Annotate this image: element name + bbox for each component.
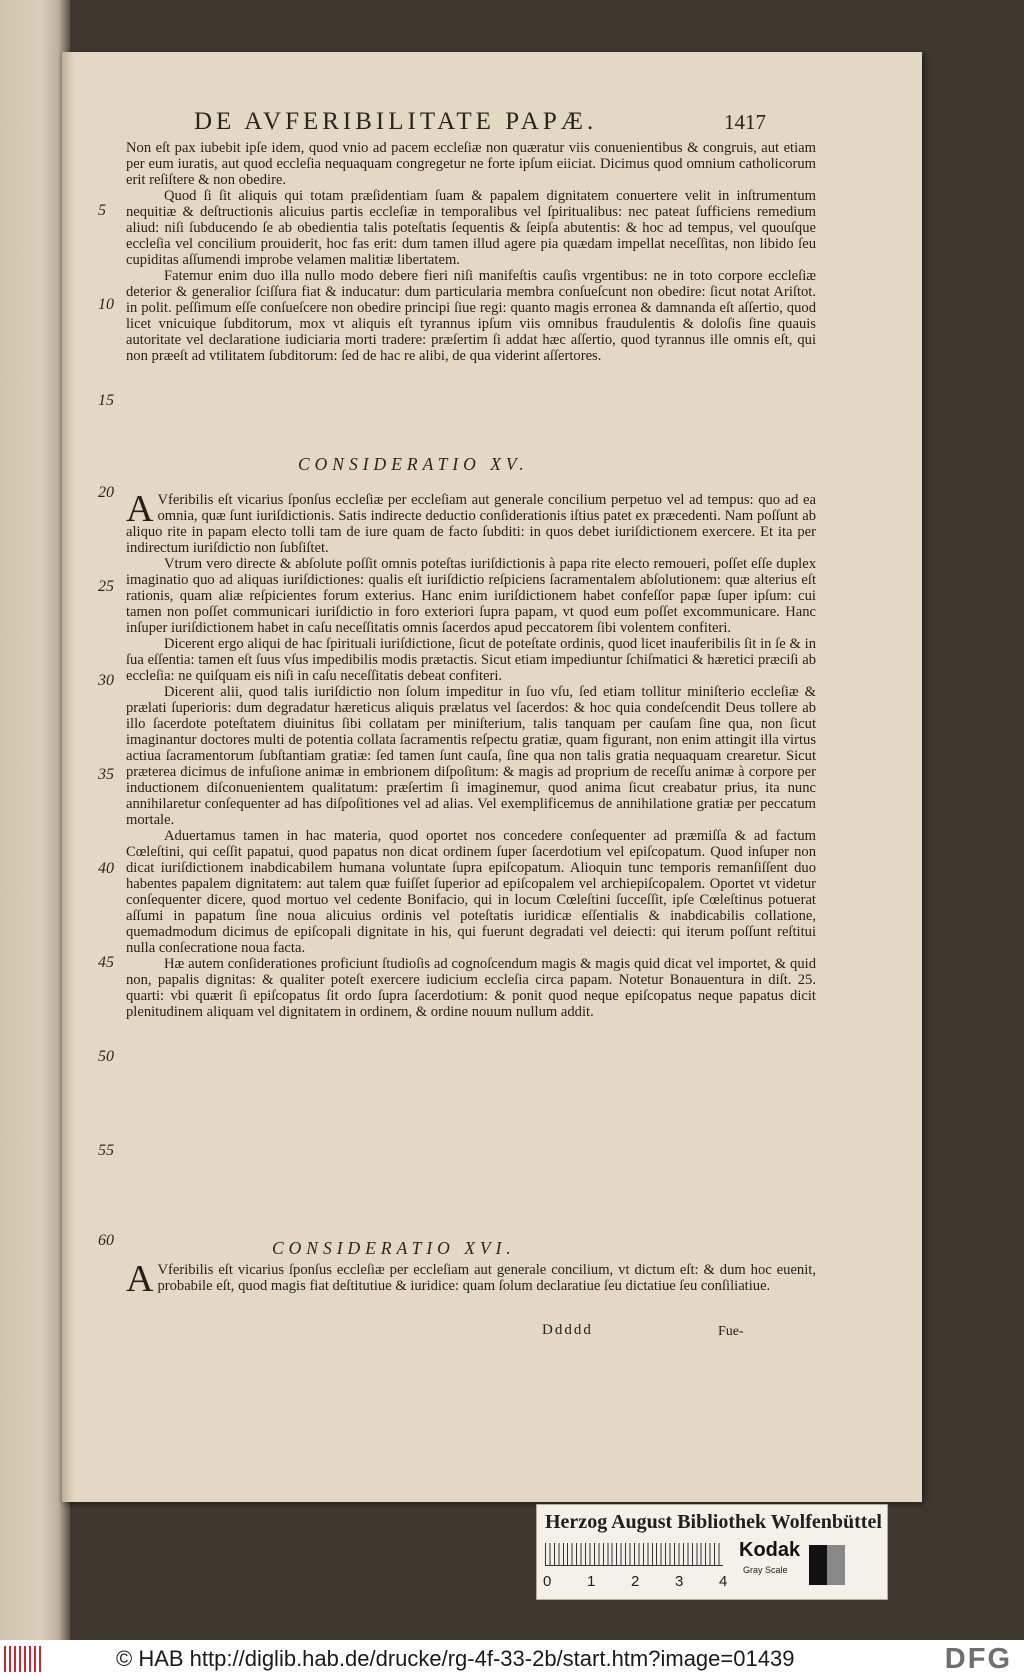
paragraph: Dicerent ergo aliqui de hac ſpirituali iuriſdictione, ſicut de poteſtate ordinis, quod licet inauferibilis ſit in ſe & in ſua eſſentia: tamen eſt ſuus vſus impedibilis modis prætactis. Sicut etiam impediuntur ſchiſmatici & hæretici præciſi ab eccleſia: ne quiſquam eis niſi in caſu neceſſitatis debeat confiteri. (126, 636, 816, 684)
footer-bar (0, 1640, 1024, 1677)
gray-swatch (809, 1545, 845, 1585)
line-number: 10 (98, 296, 114, 313)
line-number: 55 (98, 1142, 114, 1159)
line-number: 40 (98, 860, 114, 877)
paragraph-text: Vferibilis eſt vicarius ſponſus eccleſiæ per eccleſiam aut generale concilium perpetuo vel ad tempus: quo ad ea omnia, quæ ſunt iuriſdictionis. Satis indirecte deductio conſiderationis iſtius patet ex præcedenti. Nam poſſunt ab aliquo rite in papam electo tolli tam de iure quam de facto ſubditi: in quos debet iuriſdictionem exercere. Et ita per indirectum iuriſdictio non ſubſiſtet. (126, 492, 816, 556)
dfg-logo: DFG (944, 1643, 1012, 1675)
line-number: 50 (98, 1048, 114, 1065)
ruler-number: 0 (543, 1573, 552, 1590)
section-heading: CONSIDERATIO XV. (298, 454, 529, 474)
line-number: 20 (98, 484, 114, 501)
text-block-top (126, 140, 816, 364)
ruler-scale (545, 1543, 723, 1566)
paragraph: Quod ſi ſit aliquis qui totam præſidentiam ſuam & papalem dignitatem conuertere velit in inſtrumentum nequitiæ & deſtructionis alicuius partis eccleſiæ in temporalibus vel ſpiritualibus: nec pateat ſufficiens remedium aliud: niſi ſubducendo ſe ab obedientia talis poteſtatis ſequentis & ſeipſa abutentis: & hoc ad tempus, vel quouſque eccleſia vel concilium prouiderit, hoc fas erit: dum tamen illud agere pia quædam impellat neceſſitas, non libido ſeu cupiditas aſſumendi improbe velamen malitiæ libertatem. (126, 188, 816, 268)
paragraph: Hæ autem conſiderationes proficiunt ſtudioſis ad cognoſcendum magis & magis quid dicat vel importet, & quid non, papalis dignitas: & qualiter poteſt exercere iudicium eccleſia circa papam. Notetur Bonauentura in diſt. 25. quarti: vbi quærit ſi epiſcopatus ſit ordo ſupra ſacerdotium: & ponit quod neque epiſcopatus neque papatus dicit plenitudinem aliquam vel dignitatem in ordinem, & ordine nouum nullum addit. (126, 956, 816, 1020)
initial-letter: A (126, 488, 154, 530)
ruler-number: 1 (587, 1573, 596, 1590)
paragraph-text: Vferibilis eſt vicarius ſponſus eccleſiæ per eccleſiam aut generale concilium, vt dictum eſt: & dum hoc euenit, probabile eſt, quod magis fiat deſtitutiue & iuridice: quam ſolum declaratiue ſeu dictatiue ſeu conſiliatiue. (157, 1262, 816, 1294)
ruler-number: 3 (675, 1573, 684, 1590)
library-color-chart (536, 1504, 888, 1600)
paragraph: Aduertamus tamen in hac materia, quod oportet nos concedere conſequenter ad præmiſſa & ad factum Cœleſtini, qui ceſſit papatui, quod papatus non dicat ordinem ſuper ſacerdotium vel epiſcopatum. Quod inſuper non dicat iuriſdictionem inabdicabilem humana voluntate ſupra epiſcopatum. Alioquin tunc temporis remanſiſſent duo habentes papalem dignitatem: aut talem quæ fuiſſet ſuperior ad epiſcopalem vel archiepiſcopalem. Oportet vt videtur conſequenter dicere, quod mortuo vel cedente Bonifacio, qui in locum Cœleſtini ſucceſſit, ipſe Cœleſtinus potuerat aſſumi in papatum ſine noua alicuius ordinis vel poteſtatis iuridicæ eſſentialis & inabdicabilis collatione, quemadmodum dicimus de epiſcopali dignitate in his, qui fuerunt degradati vel deiecti: qui iterum poſſunt reſtitui nulla conſecratione noua facta. (126, 828, 816, 956)
paragraph (126, 1258, 816, 1300)
ruler-numbers (543, 1573, 763, 1590)
running-title: DE AVFERIBILITATE PAPÆ. (194, 108, 598, 135)
library-name: Herzog August Bibliothek Wolfenbüttel (545, 1511, 882, 1533)
line-number: 35 (98, 766, 114, 783)
copyright-url[interactable]: © HAB http://diglib.hab.de/drucke/rg-4f-33-2b/start.htm?image=01439 (116, 1646, 795, 1671)
paragraph: Vtrum vero directe & abſolute poſſit omnis poteſtas iuriſdictionis à papa rite electo remoueri, poſſet eſſe duplex imaginatio quo ad aliquas iuriſdictiones: qualis eſt iuriſdictio reſpiciens ſacramentalem abſolutionem: quæ alterius eſt rationis, quam aliæ reſpicientes forum exterius. Hanc enim iuriſdictionem habet confeſſor papæ ſuper ipſum: cui tamen non poſſet communicari iuriſdictio in foro exteriori ſupra papam, vt quod eum poſſet excommunicare. Hanc inſuper iuriſdictionem habet in caſu neceſſitatis omnis ſacerdos apud peccatorem ſibi volentem confiteri. (126, 556, 816, 636)
previous-page-edge (0, 0, 70, 1640)
line-number: 25 (98, 578, 114, 595)
line-number: 60 (98, 1232, 114, 1249)
catchword: Fue- (718, 1324, 744, 1339)
line-number: 15 (98, 392, 114, 409)
section-heading: CONSIDERATIO XVI. (272, 1238, 516, 1258)
ruler-number: 2 (631, 1573, 640, 1590)
initial-letter: A (126, 1258, 154, 1300)
paragraph: Non eſt pax iubebit ipſe idem, quod vnio ad pacem eccleſiæ non quæratur viis conuenientibus & congruis, aut etiam per eum iuratis, aut quod eccleſia nequaquam congregetur ne forte ipſum eiiciat. Dicimus quod omnium catholicorum erit reſiſtere & non obedire. (126, 140, 816, 188)
paragraph: Dicerent alii, quod talis iuriſdictio non ſolum impeditur in ſuo vſu, ſed etiam tollitur miniſterio eccleſiæ & prælati ſuperioris: dum degradatur hæreticus aliquis prælatus vel ſacerdos: & hoc quia condeſcendit Deus tollere ab illo ſacerdote poteſtatem diuinitus ſibi collatam per miniſterium, talis tanquam per cauſam ſine qua, non ſicut imaginantur doctores multi de potentia collata ſacramentis reſpectu gratiæ, quam figurant, non enim attingit illa virtus actiua ſacramentorum ſubſtantiam gratiæ: ſed tamen ſunt cauſa, ſine qua non talis gratia nequaquam crearetur. Sicut præterea dicimus de infuſione animæ in embrionem diſpoſitum: & magis ad proprium de receſſu animæ à corpore per inductionem diſconuenientem qualitatum: præſertim ſi imaginemur, quod anima ſicut creabatur prius, ita nunc annihilaretur conſequenter ad has diſpoſitiones vel ad alias. Vel exemplificemus de annihilatione gratiæ per peccatum mortale. (126, 684, 816, 828)
line-number: 5 (98, 202, 106, 219)
line-number: 30 (98, 672, 114, 689)
paragraph: Fatemur enim duo illa nullo modo debere fieri niſi manifeſtis cauſis vrgentibus: ne in toto corpore eccleſiæ deterior & generalior ſciſſura fiat & inducatur: dum particularia membra conſueſcunt non obedire: ſicut notat Ariſtot. in polit. peſſimum eſſe conſueſcere non obedire principi ſiue regi: quanto magis erronea & damnanda eſt aſſertio, quod licet vnicuique ſubditorum, mox vt aliquis eſt tyrannus ipſum viis omnibus fraudulentis & doloſis ſine quauis autoritate vel declaratione iudiciaria morti tradere: præſertim ſi addat hæc aſſertio, quod tyrannus ille omnis eſt, qui non præeſt ad vtilitatem ſubditorum: ſed de hac re alibi, de qua viderint aſſertores. (126, 268, 816, 364)
gray-scale-label: Gray Scale (743, 1565, 788, 1575)
page-number: 1417 (724, 110, 766, 134)
text-block-bottom (126, 1258, 816, 1300)
ruler-number: 4 (719, 1573, 728, 1590)
book-page (62, 52, 922, 1502)
page-header (62, 108, 922, 138)
line-number: 45 (98, 954, 114, 971)
barcode-icon (4, 1646, 44, 1672)
kodak-logo: Kodak (739, 1539, 801, 1561)
text-block-middle (126, 488, 816, 1020)
paragraph (126, 488, 816, 556)
signature-mark: Ddddd (542, 1322, 593, 1338)
